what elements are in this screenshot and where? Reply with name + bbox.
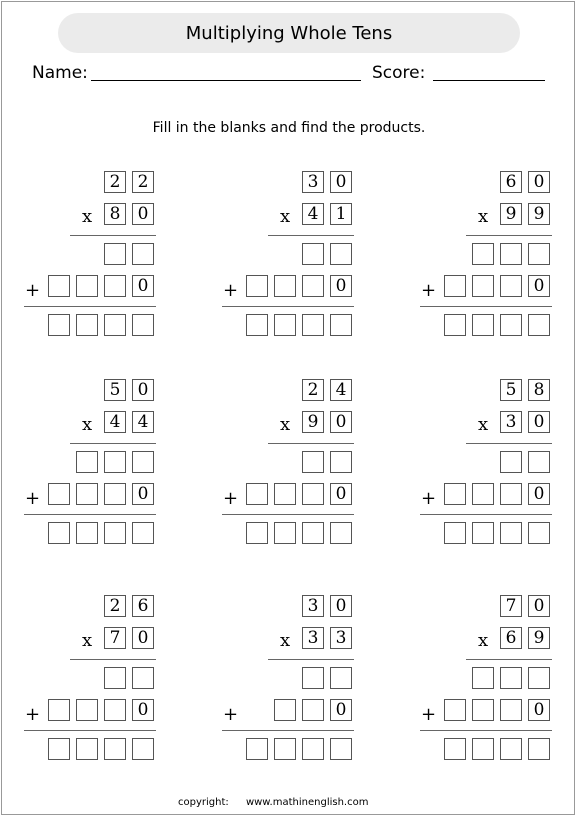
partial-product-2-box[interactable] bbox=[302, 483, 324, 505]
multiplication-rule bbox=[268, 235, 354, 236]
multiplier-digit: 6 bbox=[500, 627, 522, 649]
multiplication-rule bbox=[70, 659, 156, 660]
copyright-label: copyright: bbox=[178, 797, 229, 808]
partial-product-1-box[interactable] bbox=[330, 243, 352, 265]
partial-product-2-box[interactable] bbox=[472, 483, 494, 505]
problem-1 bbox=[20, 168, 160, 368]
partial-product-2-zero: 0 bbox=[528, 699, 550, 721]
multiplier-digit: 8 bbox=[104, 203, 126, 225]
partial-product-2-box[interactable] bbox=[104, 483, 126, 505]
multiplier-digit: 1 bbox=[330, 203, 352, 225]
product-box[interactable] bbox=[330, 314, 352, 336]
partial-product-2-zero: 0 bbox=[330, 275, 352, 297]
partial-product-2-box[interactable] bbox=[302, 699, 324, 721]
product-box[interactable] bbox=[500, 314, 522, 336]
multiplication-rule bbox=[466, 235, 552, 236]
multiplication-rule bbox=[268, 659, 354, 660]
sum-rule bbox=[24, 514, 156, 515]
worksheet-title bbox=[58, 13, 520, 53]
multiplication-rule bbox=[466, 659, 552, 660]
multiplicand-digit: 0 bbox=[330, 171, 352, 193]
product-box[interactable] bbox=[444, 522, 466, 544]
sum-rule bbox=[420, 514, 552, 515]
times-symbol: x bbox=[478, 630, 489, 651]
instructions: Fill in the blanks and find the products. bbox=[152, 120, 426, 136]
multiplier-digit: 0 bbox=[132, 627, 154, 649]
multiplicand-digit: 5 bbox=[500, 379, 522, 401]
problem-3 bbox=[416, 168, 556, 368]
partial-product-1-box[interactable] bbox=[104, 451, 126, 473]
product-box[interactable] bbox=[330, 522, 352, 544]
partial-product-2-zero: 0 bbox=[330, 483, 352, 505]
partial-product-2-box[interactable] bbox=[500, 275, 522, 297]
partial-product-2-box[interactable] bbox=[48, 275, 70, 297]
multiplicand-digit: 2 bbox=[104, 595, 126, 617]
multiplicand-digit: 2 bbox=[132, 171, 154, 193]
partial-product-1-box[interactable] bbox=[132, 451, 154, 473]
product-box[interactable] bbox=[246, 314, 268, 336]
product-box[interactable] bbox=[444, 314, 466, 336]
multiplicand-digit: 2 bbox=[302, 379, 324, 401]
product-box[interactable] bbox=[76, 738, 98, 760]
product-box[interactable] bbox=[132, 738, 154, 760]
partial-product-2-box[interactable] bbox=[500, 483, 522, 505]
product-box[interactable] bbox=[48, 738, 70, 760]
partial-product-2-zero: 0 bbox=[528, 275, 550, 297]
partial-product-1-box[interactable] bbox=[472, 667, 494, 689]
sum-rule bbox=[24, 730, 156, 731]
sum-rule bbox=[24, 306, 156, 307]
title-text: Multiplying Whole Tens bbox=[185, 22, 393, 44]
multiplication-rule bbox=[268, 443, 354, 444]
problem-8 bbox=[218, 592, 358, 792]
partial-product-1-box[interactable] bbox=[302, 451, 324, 473]
partial-product-1-box[interactable] bbox=[500, 667, 522, 689]
partial-product-2-zero: 0 bbox=[528, 483, 550, 505]
partial-product-2-box[interactable] bbox=[246, 275, 268, 297]
product-box[interactable] bbox=[104, 314, 126, 336]
problem-2 bbox=[218, 168, 358, 368]
partial-product-2-zero: 0 bbox=[132, 483, 154, 505]
partial-product-2-zero: 0 bbox=[132, 699, 154, 721]
plus-symbol: + bbox=[223, 280, 239, 301]
multiplicand-digit: 5 bbox=[104, 379, 126, 401]
partial-product-1-box[interactable] bbox=[500, 243, 522, 265]
partial-product-2-box[interactable] bbox=[104, 275, 126, 297]
partial-product-2-box[interactable] bbox=[444, 483, 466, 505]
partial-product-1-box[interactable] bbox=[104, 667, 126, 689]
partial-product-2-box[interactable] bbox=[274, 275, 296, 297]
product-box[interactable] bbox=[472, 314, 494, 336]
multiplicand-digit: 8 bbox=[528, 379, 550, 401]
multiplier-digit: 9 bbox=[302, 411, 324, 433]
partial-product-2-box[interactable] bbox=[104, 699, 126, 721]
multiplicand-digit: 7 bbox=[500, 595, 522, 617]
product-box[interactable] bbox=[528, 314, 550, 336]
partial-product-2-box[interactable] bbox=[76, 483, 98, 505]
multiplier-digit: 7 bbox=[104, 627, 126, 649]
times-symbol: x bbox=[82, 630, 93, 651]
multiplication-rule bbox=[70, 235, 156, 236]
multiplier-digit: 0 bbox=[528, 411, 550, 433]
footer bbox=[178, 797, 382, 808]
product-box[interactable] bbox=[246, 738, 268, 760]
score-label: Score: bbox=[372, 63, 426, 83]
product-box[interactable] bbox=[76, 522, 98, 544]
product-box[interactable] bbox=[104, 738, 126, 760]
multiplication-rule bbox=[466, 443, 552, 444]
product-box[interactable] bbox=[472, 522, 494, 544]
partial-product-1-box[interactable] bbox=[302, 667, 324, 689]
plus-symbol: + bbox=[223, 704, 239, 725]
product-box[interactable] bbox=[48, 522, 70, 544]
product-box[interactable] bbox=[76, 314, 98, 336]
multiplicand-digit: 3 bbox=[302, 171, 324, 193]
sum-rule bbox=[420, 306, 552, 307]
partial-product-1-box[interactable] bbox=[528, 451, 550, 473]
partial-product-1-box[interactable] bbox=[528, 243, 550, 265]
product-box[interactable] bbox=[246, 522, 268, 544]
product-box[interactable] bbox=[274, 738, 296, 760]
multiplier-digit: 9 bbox=[500, 203, 522, 225]
problem-7 bbox=[20, 592, 160, 792]
partial-product-1-box[interactable] bbox=[132, 243, 154, 265]
product-box[interactable] bbox=[472, 738, 494, 760]
partial-product-1-box[interactable] bbox=[330, 451, 352, 473]
sum-rule bbox=[420, 730, 552, 731]
partial-product-1-box[interactable] bbox=[302, 243, 324, 265]
product-box[interactable] bbox=[302, 738, 324, 760]
multiplier-digit: 3 bbox=[330, 627, 352, 649]
partial-product-2-box[interactable] bbox=[472, 275, 494, 297]
multiplier-digit: 3 bbox=[302, 627, 324, 649]
product-box[interactable] bbox=[302, 314, 324, 336]
multiplicand-digit: 6 bbox=[132, 595, 154, 617]
partial-product-1-box[interactable] bbox=[500, 451, 522, 473]
partial-product-1-box[interactable] bbox=[528, 667, 550, 689]
problem-4 bbox=[20, 376, 160, 576]
product-box[interactable] bbox=[528, 738, 550, 760]
multiplicand-digit: 3 bbox=[302, 595, 324, 617]
plus-symbol: + bbox=[25, 704, 41, 725]
partial-product-2-box[interactable] bbox=[500, 699, 522, 721]
sum-rule bbox=[222, 306, 354, 307]
partial-product-2-box[interactable] bbox=[76, 699, 98, 721]
name-label: Name: bbox=[32, 63, 88, 83]
partial-product-1-box[interactable] bbox=[330, 667, 352, 689]
plus-symbol: + bbox=[223, 488, 239, 509]
sum-rule bbox=[222, 730, 354, 731]
multiplication-rule bbox=[70, 443, 156, 444]
multiplier-digit: 4 bbox=[104, 411, 126, 433]
partial-product-2-zero: 0 bbox=[132, 275, 154, 297]
multiplicand-digit: 4 bbox=[330, 379, 352, 401]
name-blank-line[interactable] bbox=[91, 80, 361, 81]
product-box[interactable] bbox=[104, 522, 126, 544]
multiplicand-digit: 0 bbox=[528, 595, 550, 617]
product-box[interactable] bbox=[132, 314, 154, 336]
multiplicand-digit: 0 bbox=[528, 171, 550, 193]
product-box[interactable] bbox=[528, 522, 550, 544]
multiplier-digit: 9 bbox=[528, 203, 550, 225]
times-symbol: x bbox=[280, 206, 291, 227]
sum-rule bbox=[222, 514, 354, 515]
partial-product-1-box[interactable] bbox=[76, 451, 98, 473]
plus-symbol: + bbox=[25, 488, 41, 509]
partial-product-2-box[interactable] bbox=[444, 275, 466, 297]
times-symbol: x bbox=[478, 206, 489, 227]
multiplier-digit: 3 bbox=[500, 411, 522, 433]
multiplier-digit: 0 bbox=[330, 411, 352, 433]
plus-symbol: + bbox=[421, 488, 437, 509]
partial-product-1-box[interactable] bbox=[472, 243, 494, 265]
product-box[interactable] bbox=[274, 522, 296, 544]
partial-product-1-box[interactable] bbox=[132, 667, 154, 689]
partial-product-2-box[interactable] bbox=[302, 275, 324, 297]
times-symbol: x bbox=[82, 206, 93, 227]
product-box[interactable] bbox=[132, 522, 154, 544]
product-box[interactable] bbox=[48, 314, 70, 336]
partial-product-2-box[interactable] bbox=[48, 483, 70, 505]
website-text: www.mathinenglish.com bbox=[245, 797, 369, 808]
multiplicand-digit: 0 bbox=[132, 379, 154, 401]
multiplicand-digit: 0 bbox=[330, 595, 352, 617]
product-box[interactable] bbox=[330, 738, 352, 760]
multiplicand-digit: 6 bbox=[500, 171, 522, 193]
plus-symbol: + bbox=[421, 704, 437, 725]
product-box[interactable] bbox=[444, 738, 466, 760]
problem-9 bbox=[416, 592, 556, 792]
score-blank-line[interactable] bbox=[433, 80, 545, 81]
partial-product-2-box[interactable] bbox=[274, 483, 296, 505]
plus-symbol: + bbox=[25, 280, 41, 301]
partial-product-2-box[interactable] bbox=[246, 483, 268, 505]
partial-product-2-box[interactable] bbox=[76, 275, 98, 297]
multiplier-digit: 4 bbox=[302, 203, 324, 225]
partial-product-2-box[interactable] bbox=[444, 699, 466, 721]
partial-product-2-box[interactable] bbox=[48, 699, 70, 721]
product-box[interactable] bbox=[500, 522, 522, 544]
times-symbol: x bbox=[478, 414, 489, 435]
times-symbol: x bbox=[82, 414, 93, 435]
multiplier-digit: 4 bbox=[132, 411, 154, 433]
times-symbol: x bbox=[280, 630, 291, 651]
product-box[interactable] bbox=[274, 314, 296, 336]
partial-product-2-box[interactable] bbox=[472, 699, 494, 721]
problem-6 bbox=[416, 376, 556, 576]
multiplier-digit: 0 bbox=[132, 203, 154, 225]
multiplier-digit: 9 bbox=[528, 627, 550, 649]
product-box[interactable] bbox=[500, 738, 522, 760]
product-box[interactable] bbox=[302, 522, 324, 544]
multiplicand-digit: 2 bbox=[104, 171, 126, 193]
partial-product-1-box[interactable] bbox=[104, 243, 126, 265]
partial-product-2-box[interactable] bbox=[274, 699, 296, 721]
times-symbol: x bbox=[280, 414, 291, 435]
partial-product-2-zero: 0 bbox=[330, 699, 352, 721]
plus-symbol: + bbox=[421, 280, 437, 301]
problem-5 bbox=[218, 376, 358, 576]
